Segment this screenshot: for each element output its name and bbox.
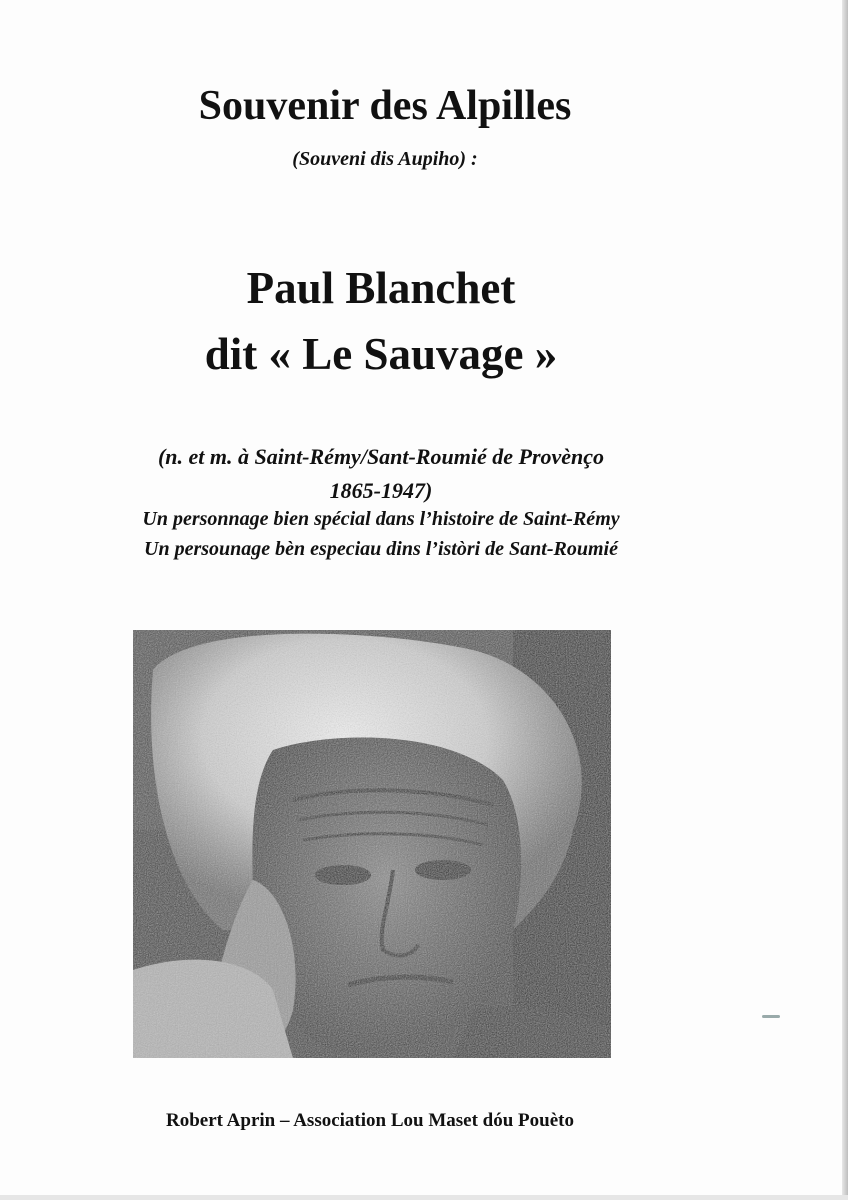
author-credit: Robert Aprin – Association Lou Maset dóu Pouèto: [166, 1110, 574, 1131]
cover-subtitle: (Souveni dis Aupiho) :: [292, 148, 478, 170]
subject-nickname: dit « Le Sauvage »: [204, 329, 558, 379]
subject-name: Paul Blanchet: [246, 263, 516, 313]
cover-title: Souvenir des Alpilles: [198, 83, 572, 129]
portrait-photo: [133, 630, 611, 1058]
scan-speck: [762, 1015, 780, 1018]
portrait-illustration: [133, 630, 611, 1058]
origin-line: (n. et m. à Saint-Rémy/Sant-Roumié de Provènço: [157, 444, 605, 469]
years-line: 1865-1947): [329, 478, 433, 503]
description-provencal: Un persounage bèn especiau dins l’istòri de Sant-Roumié: [144, 538, 618, 560]
page-edge-bottom: [0, 1195, 848, 1200]
description-french: Un personnage bien spécial dans l’histoire de Saint-Rémy: [142, 508, 620, 530]
page-edge-right: [842, 0, 848, 1200]
